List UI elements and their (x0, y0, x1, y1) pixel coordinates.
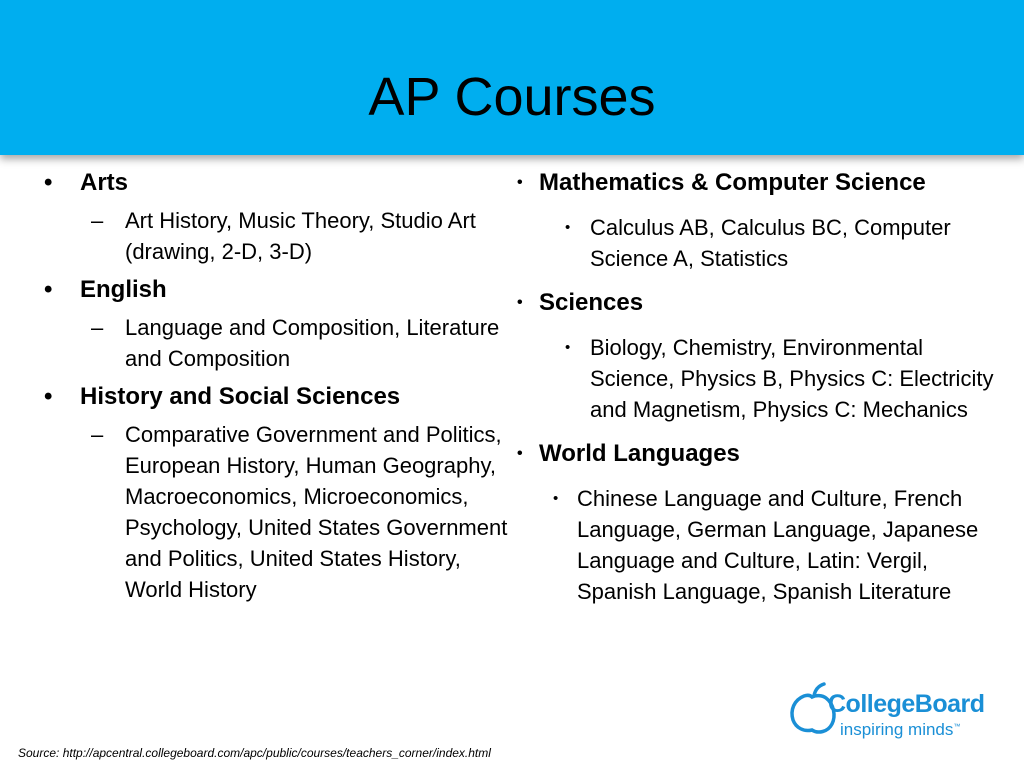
logo-tagline-row (840, 720, 960, 740)
dash-icon: – (91, 315, 104, 340)
dash-icon: – (91, 422, 104, 447)
course-list: Art History, Music Theory, Studio Art (drawing, 2-D, 3-D) (125, 208, 476, 264)
course-list: Biology, Chemistry, Environmental Science, Physics B, Physics C: Electricity and Magnetism, Physics C: Mechanics (590, 335, 994, 422)
category-world-languages (510, 439, 1010, 469)
trademark-mark: ™ (953, 723, 961, 731)
logo-wordmark: CollegeBoard (828, 690, 985, 718)
left-column (40, 168, 510, 613)
category-english (40, 275, 510, 305)
courses-sciences (510, 332, 1010, 425)
category-label: History and Social Sciences (80, 383, 401, 410)
category-label: Arts (80, 169, 129, 196)
bullet-icon: • (565, 219, 571, 236)
bullet-icon: • (517, 445, 523, 462)
collegeboard-logo (788, 676, 998, 746)
category-label: English (80, 276, 167, 303)
source-citation: Source: http://apcentral.collegeboard.com/apc/public/courses/teachers_corner/index.html (18, 746, 491, 760)
logo-tagline: inspiring minds (840, 720, 954, 739)
courses-world-languages (510, 483, 1010, 607)
bullet-icon: • (517, 294, 523, 311)
bullet-icon: • (565, 339, 571, 356)
bullet-icon: • (553, 490, 559, 507)
courses-math-cs (510, 212, 1010, 274)
bullet-icon: • (44, 276, 53, 303)
category-arts (40, 168, 510, 198)
category-label: Mathematics & Computer Science (539, 169, 926, 196)
category-label: Sciences (539, 289, 644, 316)
bullet-icon: • (44, 169, 53, 196)
course-list: Calculus AB, Calculus BC, Computer Science A, Statistics (590, 215, 951, 271)
course-list: Language and Composition, Literature and Composition (125, 315, 500, 371)
course-list: Comparative Government and Politics, European History, Human Geography, Macroeconomics, Microeconomics, Psychology, United States Government and Politics, United States History, World History (125, 422, 508, 602)
category-label: World Languages (539, 440, 740, 467)
category-math-cs (510, 168, 1010, 198)
right-column (510, 168, 1010, 621)
bullet-icon: • (517, 174, 523, 191)
courses-history-social-sciences (40, 419, 510, 605)
dash-icon: – (91, 208, 104, 233)
course-list: Chinese Language and Culture, French Language, German Language, Japanese Language and Culture, Latin: Vergil, Spanish Language, Spanish Literature (577, 486, 979, 604)
category-sciences (510, 288, 1010, 318)
courses-english (40, 312, 510, 374)
bullet-icon: • (44, 383, 53, 410)
courses-arts (40, 205, 510, 267)
category-history-social-sciences (40, 382, 510, 412)
slide-title: AP Courses (368, 67, 656, 127)
